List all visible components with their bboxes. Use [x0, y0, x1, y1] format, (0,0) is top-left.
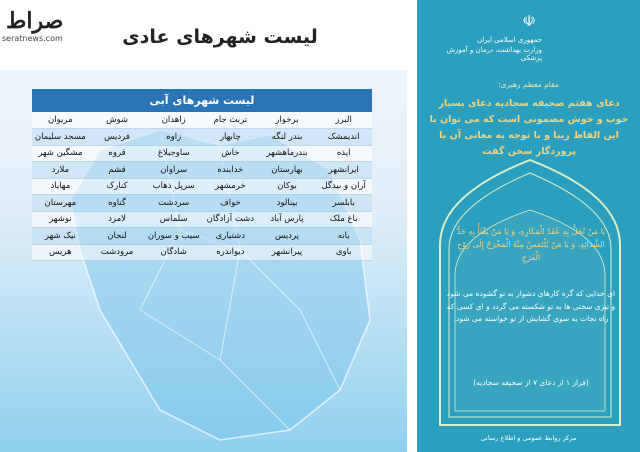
table-row [32, 178, 372, 195]
table-header: لیست شهرهای آبی [32, 89, 372, 112]
table-row [32, 112, 372, 129]
table-cell: چابهار [202, 129, 259, 146]
table-cell: بینالود [259, 195, 316, 212]
table-cell: سردشت [145, 195, 202, 212]
table-row [32, 228, 372, 245]
table-cell: ایرانشهر [315, 162, 372, 179]
table-cell: سیب و سوران [145, 228, 202, 245]
table-cell: مشگین شهر [32, 145, 89, 162]
ministry-line-2: وزارت بهداشت، درمان و آموزش پزشکی [446, 46, 542, 62]
table-row [32, 129, 372, 146]
table-cell: باوی [315, 244, 372, 261]
table-cell: دشتیاری [202, 228, 259, 245]
table-cell: پیرانشهر [259, 244, 316, 261]
table-cell: سرپل ذهاب [145, 178, 202, 195]
table-cell: ایذه [315, 145, 372, 162]
table-row [32, 244, 372, 261]
watermark-url: seratnews.com [2, 34, 63, 43]
table-cell: مسجد سلیمان [32, 129, 89, 146]
table-cell: پردیس [259, 228, 316, 245]
table-row [32, 162, 372, 179]
table-cell: زاوه [145, 129, 202, 146]
table-cell: هریس [32, 244, 89, 261]
watermark-mark: صراط [6, 8, 64, 34]
ministry-line-1: جمهوری اسلامی ایران [477, 36, 542, 44]
table-cell: دشت آزادگان [202, 211, 259, 228]
table-cell: مهاباد [32, 178, 89, 195]
table-cell: تربت جام [202, 112, 259, 129]
arabic-prayer-text: یَا مَنْ تُحَلُّ بِهِ عُقَدُ الْمَکَارِهِ، وَ یَا مَنْ یَفْثَأُ بِهِ حَدُّ الشَّدَائِدِ، وَ یَا مَنْ یُلْتَمَسُ مِنْهُ الْمَخْرَجُ إِلَی رَوْحِ الْفَرَجِ [456, 227, 606, 262]
ministry-header [432, 36, 542, 62]
table-cell: خرمشهر [202, 178, 259, 195]
table-cell: قروه [89, 145, 146, 162]
table-cell: خواف [202, 195, 259, 212]
table-cell: نوشهر [32, 211, 89, 228]
table-cell: آران و بیدگل [315, 178, 372, 195]
table-cell: سراوان [145, 162, 202, 179]
table-cell: خدابنده [202, 162, 259, 179]
table-cell: ملارد [32, 162, 89, 179]
table-cell: بندر لنگه [259, 129, 316, 146]
page-title: لیست شهرهای عادی [122, 26, 318, 48]
table-cell: پارس آباد [259, 211, 316, 228]
table-cell: باغ ملک [315, 211, 372, 228]
table-cell: مرودشت [89, 244, 146, 261]
table-cell: خاش [202, 145, 259, 162]
table-cell: بانه [315, 228, 372, 245]
table-cell: بابلسر [315, 195, 372, 212]
table-cell: گناوه [89, 195, 146, 212]
table-cell: کنارک [89, 178, 146, 195]
table-cell: قشم [89, 162, 146, 179]
table-cell: شوش [89, 112, 146, 129]
leader-quote: دعای هفتم صحیفه سجادیه دعای بسیار خوب و خوش مضمونی است که می توان با این الفاظ زیبا و با توجه به معانی آن با پروردگار سخن گفت [429, 98, 629, 157]
table-cell: بندرماهشهر [259, 145, 316, 162]
table-cell: ساوجبلاغ [145, 145, 202, 162]
table-cell: برخوار [259, 112, 316, 129]
table-cell: اندیمشک [315, 129, 372, 146]
leader-label: مقام معظم رهبری: [498, 80, 559, 89]
table-cell: مریوان [32, 112, 89, 129]
persian-translation: ای خدایی که گره کارهای دشوار به تو گشوده می شود و تیزی سختی ها به تو شکسته می گردد و ای کسی که راه نجات به سوی گشایش از تو خواسته می شود. [446, 289, 616, 323]
prayer-poster-panel [417, 0, 640, 452]
table-cell: فردیس [89, 129, 146, 146]
iran-emblem-icon: ☫ [522, 12, 536, 30]
table-cell: بهارستان [259, 162, 316, 179]
cities-grid [32, 112, 372, 261]
watermark-logo [2, 6, 122, 46]
table-cell: لامرد [89, 211, 146, 228]
table-cell: نیک شهر [32, 228, 89, 245]
blue-cities-table [32, 89, 372, 261]
table-cell: البرز [315, 112, 372, 129]
table-cell: زاهدان [145, 112, 202, 129]
table-cell: مهرستان [32, 195, 89, 212]
footer-office: مرکز روابط عمومی و اطلاع رسانی [480, 434, 577, 442]
table-row [32, 145, 372, 162]
table-cell: دیواندره [202, 244, 259, 261]
prayer-reference: (فراز ۱ از دعای ۷ از صحیفه سجادیه) [473, 378, 589, 387]
table-cell: شادگان [145, 244, 202, 261]
table-cell: لنجان [89, 228, 146, 245]
table-row [32, 195, 372, 212]
table-cell: سلماس [145, 211, 202, 228]
table-cell: بوکان [259, 178, 316, 195]
table-row [32, 211, 372, 228]
